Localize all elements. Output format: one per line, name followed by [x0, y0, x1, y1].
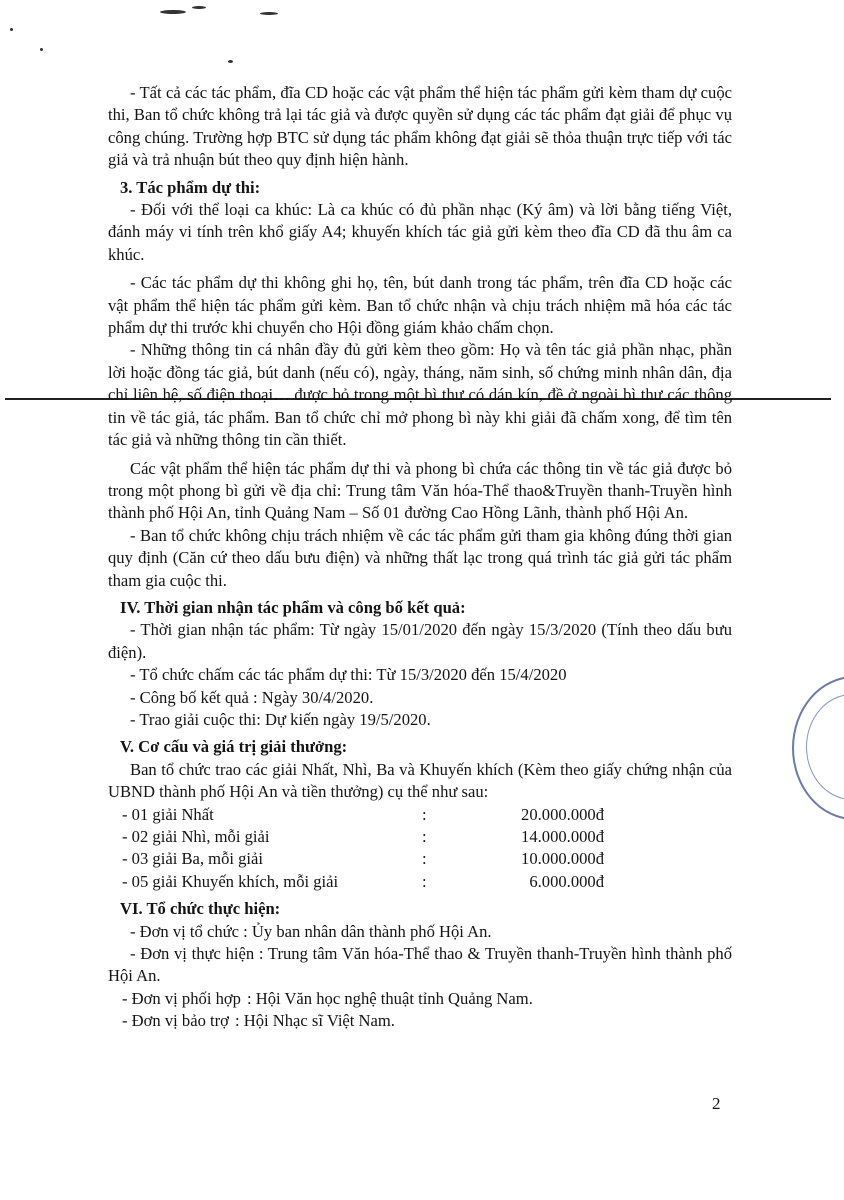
prize-value: 6.000.000đ — [529, 871, 604, 891]
org-value: : Hội Văn học nghệ thuật tỉnh Quảng Nam. — [246, 988, 533, 1008]
paragraph-personal-info: - Những thông tin cá nhân đầy đủ gửi kèm theo gồm: Họ và tên tác giả phần nhạc, phần lời hoặc đồng tác giả, bút danh (nếu có), ngày, tháng, năm sinh, số chứng minh nhân dân, địa chỉ liên hệ, số điện thoại… được bỏ trong một bì thư có dán kín, đề ở ngoài bì thư các thông tin về tác giả, tác phẩm. Ban tổ chức chỉ mở phong bì này khi giải đã chấm xong, để tìm tên tác giả và những thông tin cần thiết. — [108, 340, 732, 450]
paragraph-anonymous-entries: - Các tác phẩm dự thi không ghi họ, tên, bút danh trong tác phẩm, trên đĩa CD hoặc các vật phẩm thể hiện tác phẩm gửi kèm. Ban tổ chức nhận và chịu trách nhiệm mã hóa các tác phẩm dự thi trước khi chuyển cho Hội đồng giám khảo chấm chọn. — [108, 273, 732, 338]
paragraph-song-format: - Đối với thể loại ca khúc: Là ca khúc có đủ phần nhạc (Ký âm) và lời bằng tiếng Việt, đánh máy vi tính trên khổ giấy A4; khuyến khích tác giả gửi kèm theo đĩa CD đã thu âm ca khúc. — [108, 200, 732, 264]
prize-name: - 01 giải Nhất — [122, 804, 214, 824]
document-body — [108, 82, 732, 1033]
paragraph-award-date: - Trao giải cuộc thi: Dự kiến ngày 19/5/2020. — [130, 709, 431, 729]
org-label: - Đơn vị bảo trợ — [122, 1011, 229, 1031]
scan-speck — [10, 28, 13, 31]
heading-section-4: IV. Thời gian nhận tác phẩm và công bố kết quả: — [120, 597, 466, 617]
paragraph-judging-period: - Tổ chức chấm các tác phẩm dự thi: Từ 15/3/2020 đến 15/4/2020 — [130, 665, 567, 685]
org-row-sponsor — [108, 1010, 732, 1032]
org-row-coordinator — [108, 988, 732, 1010]
prize-row-first — [108, 804, 732, 826]
prize-colon: : — [422, 871, 427, 891]
page-number: 2 — [712, 1094, 721, 1113]
prize-name: - 02 giải Nhì, mỗi giải — [122, 826, 270, 846]
prize-colon: : — [422, 826, 427, 846]
paragraph-organizer: - Đơn vị tổ chức : Ủy ban nhân dân thành phố Hội An. — [130, 921, 492, 941]
heading-section-5: V. Cơ cấu và giá trị giải thưởng: — [120, 737, 348, 757]
prize-value: 14.000.000đ — [521, 826, 604, 846]
prize-row-encouragement — [108, 871, 732, 893]
prize-list — [108, 804, 732, 894]
prize-colon: : — [422, 849, 427, 869]
paragraph-mailing-address: Các vật phẩm thể hiện tác phẩm dự thi và phong bì chứa các thông tin về tác giả được bỏ trong một phong bì gửi về địa chỉ: Trung tâm Văn hóa-Thể thao&Truyền thanh-Truyền hình thành phố Hội An, tỉnh Quảng Nam – Số 01 đường Cao Hồng Lãnh, thành phố Hội An. — [108, 458, 732, 523]
paragraph-receive-period: - Thời gian nhận tác phẩm: Từ ngày 15/01/2020 đến ngày 15/3/2020 (Tính theo dấu bưu điện). — [108, 620, 732, 662]
org-value: : Hội Nhạc sĩ Việt Nam. — [234, 1011, 395, 1031]
scan-speck — [40, 48, 43, 51]
prize-name: - 05 giải Khuyến khích, mỗi giải — [122, 871, 339, 891]
heading-section-3: 3. Tác phẩm dự thi: — [120, 177, 261, 197]
paragraph-prize-intro: Ban tổ chức trao các giải Nhất, Nhì, Ba và Khuyến khích (Kèm theo giấy chứng nhận của UBND thành phố Hội An và tiền thưởng) cụ thể như sau: — [108, 759, 732, 802]
scan-speck — [260, 12, 278, 15]
paragraph-implementer: - Đơn vị thực hiện : Trung tâm Văn hóa-Thể thao & Truyền thanh-Truyền hình thành phố Hội An. — [108, 943, 732, 986]
heading-section-6: VI. Tổ chức thực hiện: — [120, 899, 281, 919]
paragraph-announce-date: - Công bố kết quả : Ngày 30/4/2020. — [130, 687, 374, 707]
scan-speck — [228, 60, 233, 63]
scan-speck — [192, 6, 206, 9]
prize-name: - 03 giải Ba, mỗi giải — [122, 849, 264, 869]
prize-colon: : — [422, 804, 427, 824]
prize-row-second — [108, 826, 732, 848]
prize-value: 10.000.000đ — [521, 849, 604, 869]
prize-value: 20.000.000đ — [521, 804, 604, 824]
org-label: - Đơn vị phối hợp — [122, 988, 241, 1008]
prize-row-third — [108, 848, 732, 870]
paragraph-liability: - Ban tổ chức không chịu trách nhiệm về các tác phẩm gửi tham gia không đúng thời gian quy định (Căn cứ theo dấu bưu điện) và những thất lạc trong quá trình tác giả gửi tác phẩm tham gia cuộc thi. — [108, 525, 732, 590]
scan-speck — [160, 10, 186, 14]
paragraph-artworks-usage: - Tất cả các tác phẩm, đĩa CD hoặc các vật phẩm thể hiện tác phẩm gửi kèm tham dự cuộc thi, Ban tổ chức không trả lại tác giả và được quyền sử dụng các tác phẩm đạt giải để phục vụ công chúng. Trường hợp BTC sử dụng tác phẩm không đạt giải sẽ thỏa thuận trực tiếp với tác giả và trả nhuận bút theo quy định hiện hành. — [108, 83, 732, 170]
